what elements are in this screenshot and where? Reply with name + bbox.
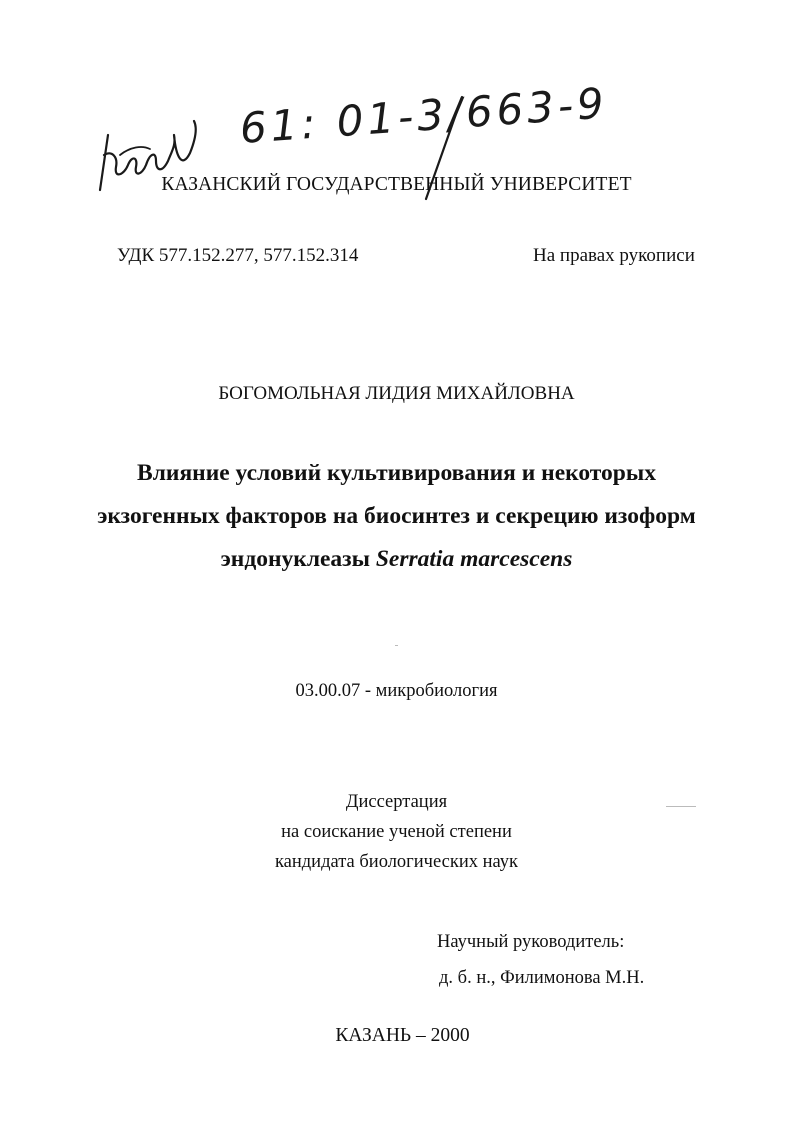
specialty-code: 03.00.07 - микробиология (295, 681, 498, 701)
handwritten-archive-code: 61: 01-3/663-9 (238, 78, 610, 153)
dissertation-title (0, 452, 793, 581)
degree-line-2: на соискание ученой степени (281, 822, 512, 842)
title-line-3 (0, 538, 793, 581)
city-year: КАЗАНЬ – 2000 (335, 1025, 470, 1046)
university-name: КАЗАНСКИЙ ГОСУДАРСТВЕННЫЙ УНИВЕРСИТЕТ (161, 174, 632, 195)
degree-statement (0, 787, 793, 877)
author-name: БОГОМОЛЬНАЯ ЛИДИЯ МИХАЙЛОВНА (218, 383, 575, 404)
title-line-2: экзогенных факторов на биосинтез и секрецию изоформ (97, 503, 696, 529)
supervisor-block (437, 924, 644, 996)
manuscript-rights: На правах рукописи (533, 245, 695, 266)
supervisor-label: Научный руководитель: (437, 932, 625, 952)
scan-speck (666, 806, 696, 807)
title-line-1: Влияние условий культивирования и некоторых (137, 460, 656, 486)
degree-line-3: кандидата биологических наук (274, 852, 519, 872)
degree-line-1: Диссертация (345, 792, 448, 812)
supervisor-name: д. б. н., Филимонова М.Н. (439, 968, 645, 988)
title-line-3-prefix: эндонуклеазы (220, 546, 376, 572)
species-name: Serratia marcescens (375, 546, 573, 572)
scan-speck (395, 645, 398, 646)
udc-code: УДК 577.152.277, 577.152.314 (117, 245, 359, 266)
